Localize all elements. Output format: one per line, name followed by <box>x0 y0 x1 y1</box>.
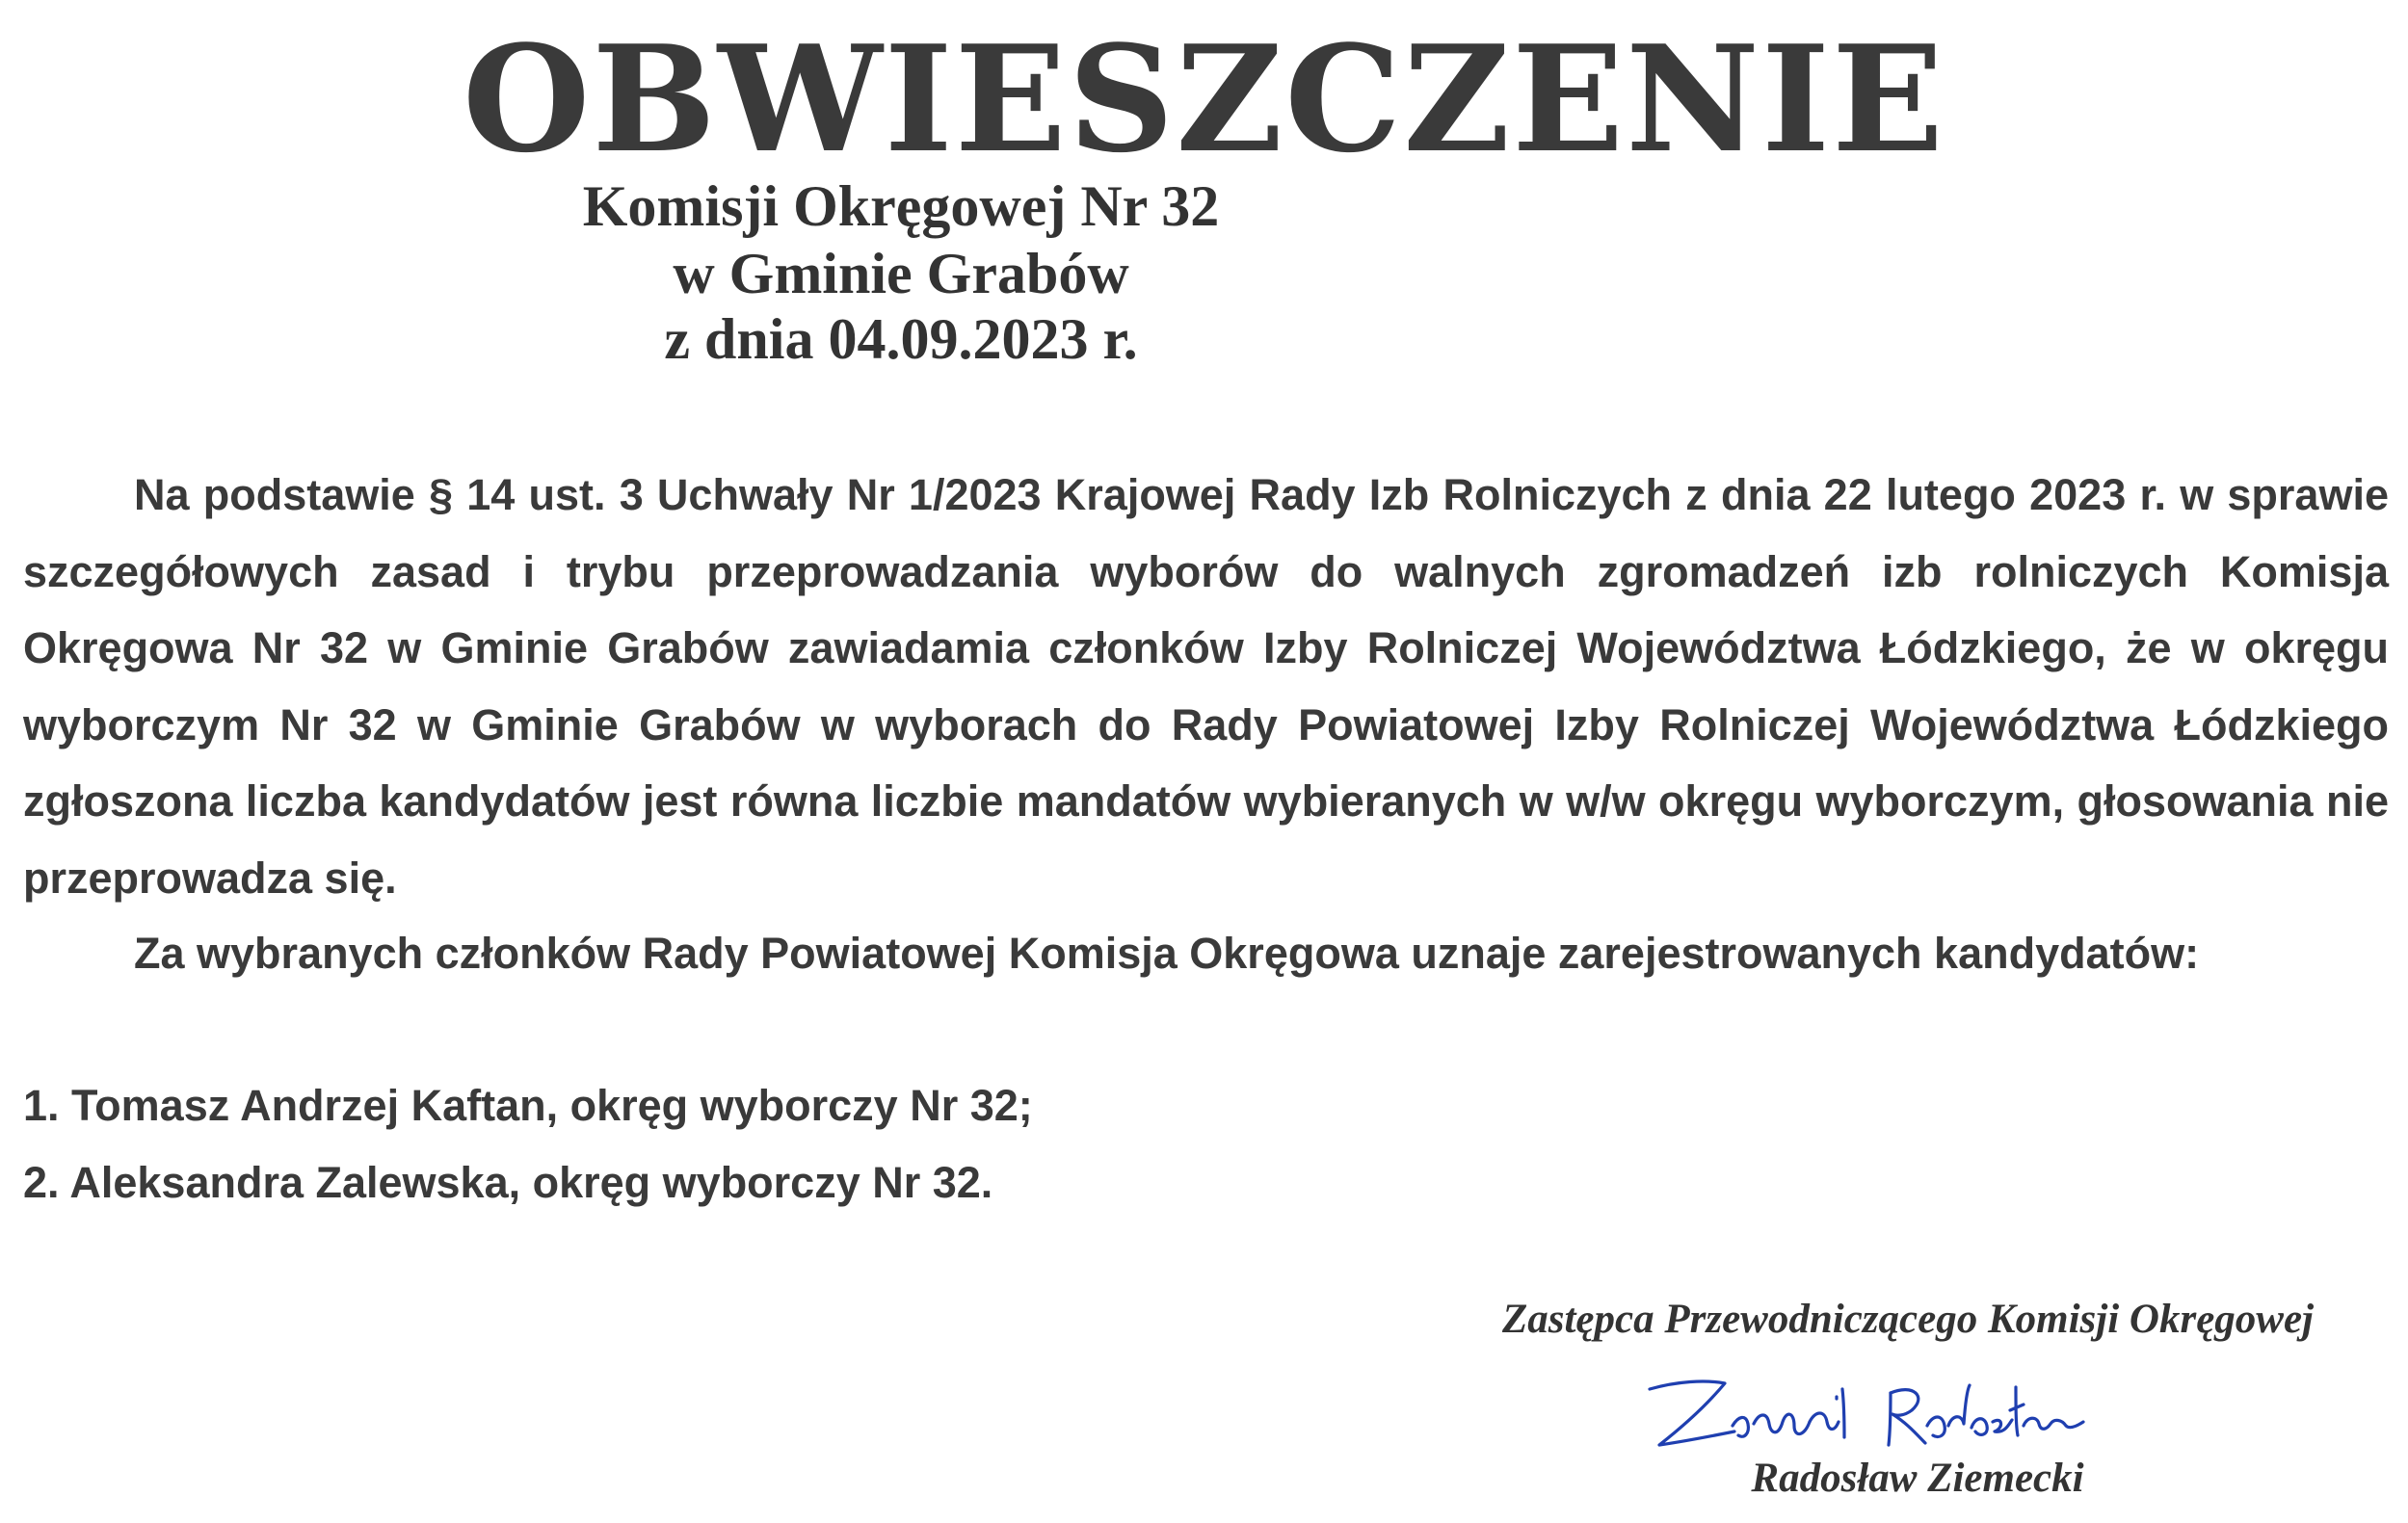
legal-basis-paragraph: Na podstawie § 14 ust. 3 Uchwały Nr 1/2023 Krajowej Rady Izb Rolniczych z dnia 22 lutego 2023 r. w sprawie szczegółowych zasad i trybu przeprowadzania wyborów do walnych zgromadzeń izb rolniczych Komisja Okręgowa Nr 32 w Gminie Grabów zawiadamia członków Izby Rolniczej Województwa Łódzkiego, że w okręgu wyborczym Nr 32 w Gminie Grabów w wyborach do Rady Powiatowej Izby Rolniczej Województwa Łódzkiego zgłoszona liczba kandydatów jest równa liczbie mandatów wybieranych w w/w okręgu wyborczym, głosowania nie przeprowadza się. <box>23 470 2389 903</box>
commission-name: Komisji Okręgowej Nr 32 <box>582 174 1220 238</box>
signatory-title: Zastępca Przewodniczącego Komisji Okręgowej <box>1501 1297 2314 1342</box>
notice-title: OBWIESZCZENIE <box>463 13 1945 185</box>
signatory-name: Radosław Ziemecki <box>1751 1456 2084 1501</box>
municipality-name: w Gminie Grabów <box>673 242 1129 305</box>
candidate-list <box>23 1067 1033 1221</box>
elected-intro-paragraph: Za wybranych członków Rady Powiatowej Komisja Okręgowa uznaje zarejestrowanych kandydatów: <box>134 929 2200 978</box>
list-item: 2. Aleksandra Zalewska, okręg wyborczy Nr 32. <box>23 1158 993 1207</box>
notice-date: z dnia 04.09.2023 r. <box>664 307 1138 371</box>
list-item: 1. Tomasz Andrzej Kaftan, okręg wyborczy Nr 32; <box>23 1081 1033 1130</box>
